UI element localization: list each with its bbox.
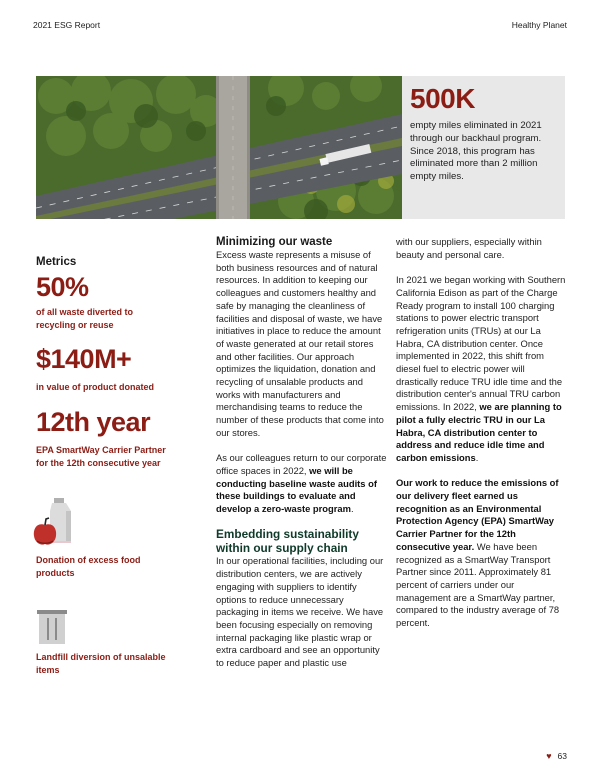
section-title: Healthy Planet <box>511 20 567 30</box>
report-title: 2021 ESG Report <box>33 20 101 30</box>
metric-donated-value: $140M+ <box>36 344 132 374</box>
column-emissions <box>396 236 568 642</box>
backhaul-callout <box>402 76 565 219</box>
text-bold: Our work to reduce the emissions of our delivery fleet earned us recognition as an Environmental Protection Agency (EPA) SmartWay Carrier Partner for the 12th consecutive year. <box>396 477 559 552</box>
page-number: 63 <box>557 751 567 761</box>
aerial-highway-image <box>36 76 402 219</box>
page-footer <box>546 751 567 761</box>
food-donation-label: Donation of excess food products <box>36 555 141 578</box>
metric-donated-label: in value of product donated <box>36 382 155 392</box>
text-bold: we are planning to pilot a fully electric TRU in our La Habra, CA distribution center to address and reduce idle time and carbon emissions <box>396 401 562 463</box>
text-plain: We have been recognized as a SmartWay Transport Partner since 2011. Approximately 81 percent of carriers under our management are a SmartWay partner, compared to the industry average of 78 percent. <box>396 540 560 629</box>
text-bold: we will be conducting baseline waste audits of these buildings to evaluate and develop a zero-waste program <box>216 464 377 515</box>
text-plain: In 2021 we began working with Southern California Edison as part of the Charge Ready program to install 100 charging stations to power electric transport refrigeration units (TRUs) at our La Habra, CA distribution center. Once implemented in 2022, this shift from diesel fuel to electric power will drastically reduce TRU idle time and the distribution center's annual TRU carbon emissions. In 2022, <box>396 274 566 413</box>
paragraph-waste-intro: Excess waste represents a misuse of both business resources and of natural resources. In addition to keeping our colleagues and customers healthy and safe by managing the cleanliness of facilities and disposal of waste, we have initiatives in place to reduce the amount of waste generated at our retail stores and other facilities. Our approach optimizes the liquidation, donation and recycling of unsalable products and works with manufacturers and merchandising teams to reduce the number of these products that come into our stores. <box>216 249 384 438</box>
callout-text: empty miles eliminated in 2021 through our backhaul program. Since 2018, this program has eliminated more than 2 million empty miles. <box>410 120 542 183</box>
metrics-title: Metrics <box>36 256 77 268</box>
callout-value: 500K <box>410 83 475 114</box>
trash-bin-icon <box>37 608 67 644</box>
metric-waste-diverted-value: 50% <box>36 272 89 302</box>
column-waste <box>216 236 388 682</box>
heart-icon: ♥ <box>546 751 552 761</box>
paragraph-smartway <box>396 477 568 629</box>
food-donation-icon <box>33 498 78 546</box>
paragraph-suppliers-cont: with our suppliers, especially within beauty and personal care. <box>396 236 542 260</box>
heading-minimizing-waste: Minimizing our waste <box>216 236 333 248</box>
landfill-diversion-label: Landfill diversion of unsalable items <box>36 652 166 675</box>
metric-smartway-label: EPA SmartWay Carrier Partner for the 12th consecutive year <box>36 445 166 468</box>
metrics-title-block <box>36 256 201 268</box>
metric-waste-diverted-label: of all waste diverted to recycling or reuse <box>36 307 134 330</box>
text-plain: As our colleagues return to our corporate office spaces in 2022, <box>216 452 387 476</box>
text-plain: . <box>475 451 479 463</box>
text-plain: . <box>350 503 354 515</box>
hero-image <box>36 76 402 219</box>
heading-supply-chain: Embedding sustainability within our supply chain <box>216 527 359 555</box>
metric-smartway-value: 12th year <box>36 407 151 437</box>
paragraph-packaging: In our operational facilities, including our distribution centers, we are actively engaging with suppliers to identify options to reduce unnecessary packaging in items we receive. We have been focusing especially on removing internal packaging like plastic wrap or extra cardboard and see an opportunity to reduce paper and plastic use <box>216 555 384 669</box>
paragraph-office-audits <box>216 452 388 516</box>
paragraph-charging-stations <box>396 274 568 465</box>
